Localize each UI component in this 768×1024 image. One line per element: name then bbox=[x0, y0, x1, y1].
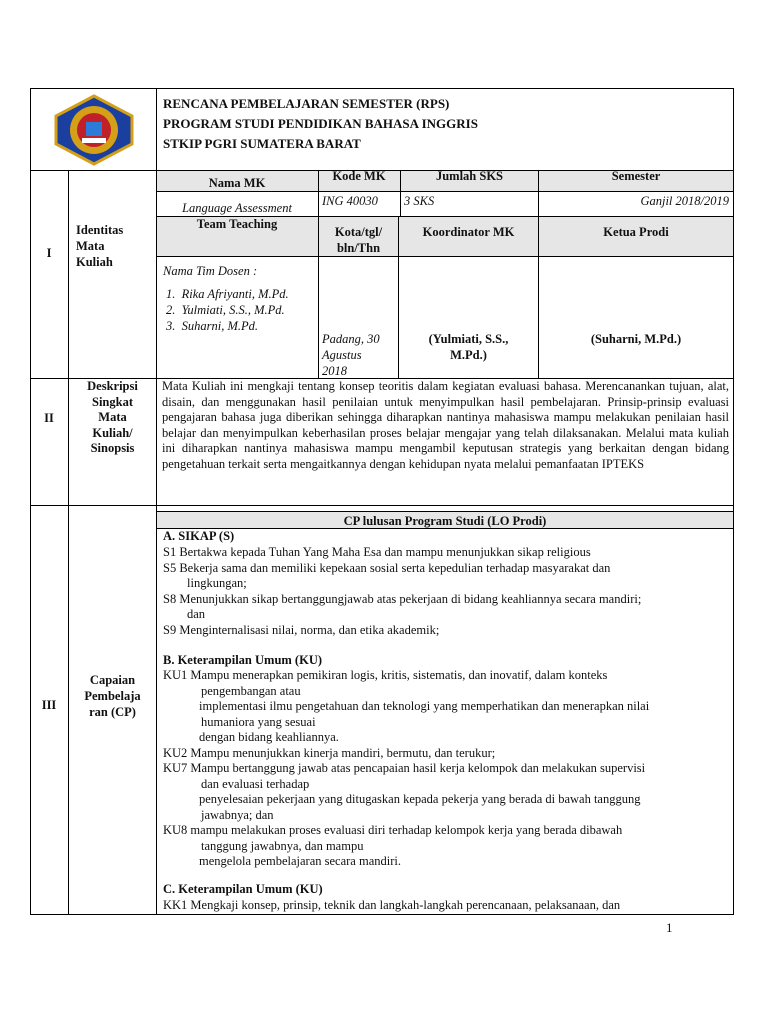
section2-label-2: Singkat bbox=[92, 394, 133, 409]
team-teaching: Team Teaching bbox=[196, 217, 278, 231]
doc-title: RENCANA PEMBELAJARAN SEMESTER (RPS) bbox=[163, 96, 450, 111]
list-item: KU7 Mampu bertanggung jawab atas pencapaian hasil kerja kelompok dan melakukan supervisi bbox=[163, 761, 646, 775]
list-item: pengembangan atau bbox=[201, 683, 301, 698]
section1-label-2: Mata bbox=[76, 239, 105, 253]
list-item: mengelola pembelajaran secara mandiri. bbox=[199, 854, 401, 868]
kota-tanggal: Padang, 30 bbox=[322, 332, 380, 346]
list-item: penyelesaian pekerjaan yang ditugaskan kepada pekerja yang berada di bawah tanggung bbox=[199, 792, 641, 806]
list-item: dan bbox=[187, 607, 206, 621]
list-item: humaniora yang sesuai bbox=[201, 714, 316, 729]
section2-number: II bbox=[44, 411, 54, 425]
col-koordinator: Koordinator MK bbox=[422, 225, 515, 239]
institution-logo bbox=[52, 94, 136, 166]
kode-mk-value: ING 40030 bbox=[322, 194, 378, 208]
section2-label-3: Mata bbox=[98, 410, 127, 424]
list-item: 2. Yulmiati, S.S., M.Pd. bbox=[166, 303, 285, 317]
sikap-title: A. SIKAP (S) bbox=[163, 529, 235, 543]
list-item: KU8 mampu melakukan proses evaluasi diri terhadap kelompok kerja yang berada dibawah bbox=[163, 823, 623, 837]
list-item: S8 Menunjukkan sikap bertanggungjawab atas pekerjaan di bidang keahliannya secara mandiri; bbox=[163, 591, 642, 606]
list-item: 1. Rika Afriyanti, M.Pd. bbox=[166, 287, 289, 301]
section2-label: Deskripsi bbox=[87, 379, 138, 393]
list-item: dan evaluasi terhadap bbox=[201, 776, 310, 791]
ku-title: B. Keterampilan Umum (KU) bbox=[163, 653, 323, 667]
list-item: tanggung jawabnya, dan mampu bbox=[201, 838, 364, 853]
semester-value: Ganjil 2018/2019 bbox=[640, 194, 729, 208]
section3-label: Capaian bbox=[89, 673, 136, 687]
course-description: Mata Kuliah ini mengkaji tentang konsep teoritis dalam kegiatan evaluasi bahasa. Merencanankan tujuan, alat, disain, dan menggunakan hasil penilaian untuk menyimpulkan hasil pembelajaran. Prinsip-prinsip evaluasi pengajaran bahasa juga diberikan sehingga diharapkan nantinya mahasiswa mampu melakukan penilaian hasil belajar dan menyimpulkan keberhasilan proses belajar mengajar yang telah dilaksanakan. Melalui mata kuliah ini diharapkan nantinya mahasiswa mampu mengambil keputusan strategis yang berkaitan dengan bidang pengetahuan terkait serta mengaitkannya dengan kehidupan nyata melalui pemanfaatan IPTEKS bbox=[162, 379, 729, 471]
section3-label-3: ran (CP) bbox=[89, 705, 136, 719]
col-kota: Kota/tgl/ bbox=[334, 225, 383, 239]
list-item: dengan bidang keahliannya. bbox=[199, 730, 339, 744]
col-jumlah-sks: Jumlah SKS bbox=[435, 169, 504, 183]
col-ketua-prodi: Ketua Prodi bbox=[603, 225, 669, 239]
section2-label-4: Kuliah/ bbox=[92, 425, 133, 440]
list-item: jawabnya; dan bbox=[201, 807, 274, 822]
tim-dosen-label: Nama Tim Dosen : bbox=[163, 264, 258, 278]
kota-tanggal-2: Agustus bbox=[322, 348, 362, 362]
list-item: lingkungan; bbox=[187, 576, 247, 590]
list-item: KU2 Mampu menunjukkan kinerja mandiri, bermutu, dan terukur; bbox=[163, 745, 496, 760]
nama-mk-value: Language Assessment bbox=[182, 201, 292, 215]
section3-label-2: Pembelaja bbox=[84, 689, 141, 703]
koordinator-name-2: M.Pd.) bbox=[450, 348, 487, 362]
sks-value: 3 SKS bbox=[404, 194, 435, 208]
program-title: PROGRAM STUDI PENDIDIKAN BAHASA INGGRIS bbox=[163, 116, 478, 131]
col-kota-2: bln/Thn bbox=[336, 241, 381, 255]
koordinator-name: (Yulmiati, S.S., bbox=[428, 332, 509, 346]
list-item: implementasi ilmu pengetahuan dan teknologi yang memperhatikan dan menerapkan nilai bbox=[199, 699, 650, 713]
col-kode-mk: Kode MK bbox=[332, 169, 386, 183]
list-item: S1 Bertakwa kepada Tuhan Yang Maha Esa dan mampu menunjukkan sikap religious bbox=[163, 545, 591, 559]
section1-number: I bbox=[46, 246, 52, 260]
kk-title: C. Keterampilan Umum (KU) bbox=[163, 882, 323, 896]
institution-title: STKIP PGRI SUMATERA BARAT bbox=[163, 136, 361, 151]
list-item: KU1 Mampu menerapkan pemikiran logis, kritis, sistematis, dan inovatif, dalam konteks bbox=[163, 668, 608, 682]
list-item: S5 Bekerja sama dan memiliki kepekaan sosial serta kepedulian terhadap masyarakat dan bbox=[163, 560, 611, 575]
list-item: 3. Suharni, M.Pd. bbox=[166, 319, 259, 333]
ketua-prodi-name: (Suharni, M.Pd.) bbox=[590, 332, 682, 346]
section2-label-5: Sinopsis bbox=[90, 441, 135, 455]
col-semester: Semester bbox=[611, 169, 661, 183]
list-item: S9 Menginternalisasi nilai, norma, dan etika akademik; bbox=[163, 622, 440, 637]
col-nama-mk: Nama MK bbox=[208, 176, 266, 190]
section3-number: III bbox=[41, 698, 57, 712]
kota-tanggal-3: 2018 bbox=[322, 364, 347, 378]
list-item: KK1 Mengkaji konsep, prinsip, teknik dan langkah-langkah perencanaan, pelaksanaan, dan bbox=[163, 898, 621, 912]
page-number: 1 bbox=[666, 920, 673, 935]
section1-label-3: Kuliah bbox=[76, 255, 113, 269]
section1-label: Identitas bbox=[76, 223, 124, 237]
cp-header: CP lulusan Program Studi (LO Prodi) bbox=[343, 514, 547, 528]
